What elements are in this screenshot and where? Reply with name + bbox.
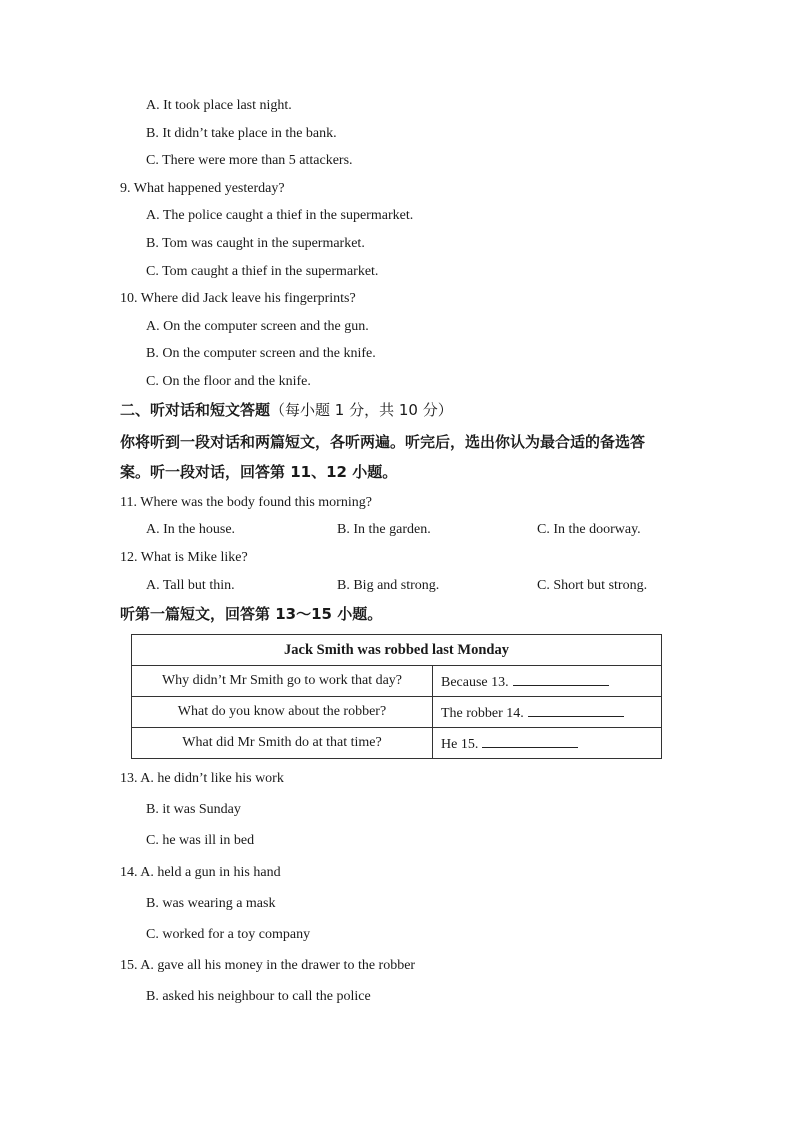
table-row (132, 666, 662, 697)
q15-option-b: B. asked his neighbour to call the police (146, 989, 371, 1004)
q11-stem: 11. Where was the body found this morning? (120, 495, 372, 510)
table-answer-1-text: Because 13. (441, 674, 509, 690)
answer-blank (482, 734, 578, 748)
q14-option-c: C. worked for a toy company (146, 927, 311, 942)
q8-option-a: A. It took place last night. (146, 98, 292, 113)
q9-option-c: C. Tom caught a thief in the supermarket. (146, 264, 379, 279)
table-answer-2-text: The robber 14. (441, 705, 524, 721)
q12-option-a: A. Tall but thin. (146, 578, 235, 593)
q11-option-a: A. In the house. (146, 522, 236, 537)
section2-score: （每小题 1 分，共 10 分） (270, 401, 453, 419)
q13-option-b: B. it was Sunday (146, 802, 241, 817)
answer-blank (528, 703, 624, 717)
q15-option-a: 15. A. gave all his money in the drawer to the robber (120, 958, 416, 973)
answer-blank (513, 672, 609, 686)
table-question-2: What do you know about the robber? (132, 697, 433, 728)
q8-option-b: B. It didn’t take place in the bank. (146, 126, 337, 141)
section2-heading (120, 401, 453, 419)
q12-option-b: B. Big and strong. (337, 578, 440, 593)
table-answer-3 (433, 728, 662, 759)
table-row (132, 728, 662, 759)
q11-option-b: B. In the garden. (337, 522, 431, 537)
section2-instructions-2: 案。听一段对话，回答第 11、12 小题。 (120, 463, 398, 481)
q10-option-b: B. On the computer screen and the knife. (146, 346, 376, 361)
q14-option-a: 14. A. held a gun in his hand (120, 865, 281, 880)
q8-option-c: C. There were more than 5 attackers. (146, 153, 353, 168)
table-answer-1 (433, 666, 662, 697)
q10-stem: 10. Where did Jack leave his fingerprints? (120, 291, 356, 306)
table-row (132, 635, 662, 666)
q12-option-c: C. Short but strong. (537, 578, 648, 593)
q13-option-c: C. he was ill in bed (146, 833, 255, 848)
q13-option-a: 13. A. he didn’t like his work (120, 771, 284, 786)
info-table (131, 634, 662, 759)
q9-option-a: A. The police caught a thief in the supermarket. (146, 208, 414, 223)
table-question-3: What did Mr Smith do at that time? (132, 728, 433, 759)
section2-title: 二、听对话和短文答题 (120, 401, 271, 419)
q10-option-a: A. On the computer screen and the gun. (146, 319, 369, 334)
table-question-1: Why didn’t Mr Smith go to work that day? (132, 666, 433, 697)
q10-option-c: C. On the floor and the knife. (146, 374, 311, 389)
table-answer-2 (433, 697, 662, 728)
q12-stem: 12. What is Mike like? (120, 550, 248, 565)
section2-instructions-1: 你将听到一段对话和两篇短文，各听两遍。听完后，选出你认为最合适的备选答 (120, 433, 646, 451)
q14-option-b: B. was wearing a mask (146, 896, 276, 911)
q9-stem: 9. What happened yesterday? (120, 181, 285, 196)
passage1-intro: 听第一篇短文，回答第 13～15 小题。 (120, 605, 383, 623)
table-title: Jack Smith was robbed last Monday (132, 635, 662, 666)
q9-option-b: B. Tom was caught in the supermarket. (146, 236, 365, 251)
table-answer-3-text: He 15. (441, 736, 479, 752)
table-row (132, 697, 662, 728)
q11-option-c: C. In the doorway. (537, 522, 641, 537)
